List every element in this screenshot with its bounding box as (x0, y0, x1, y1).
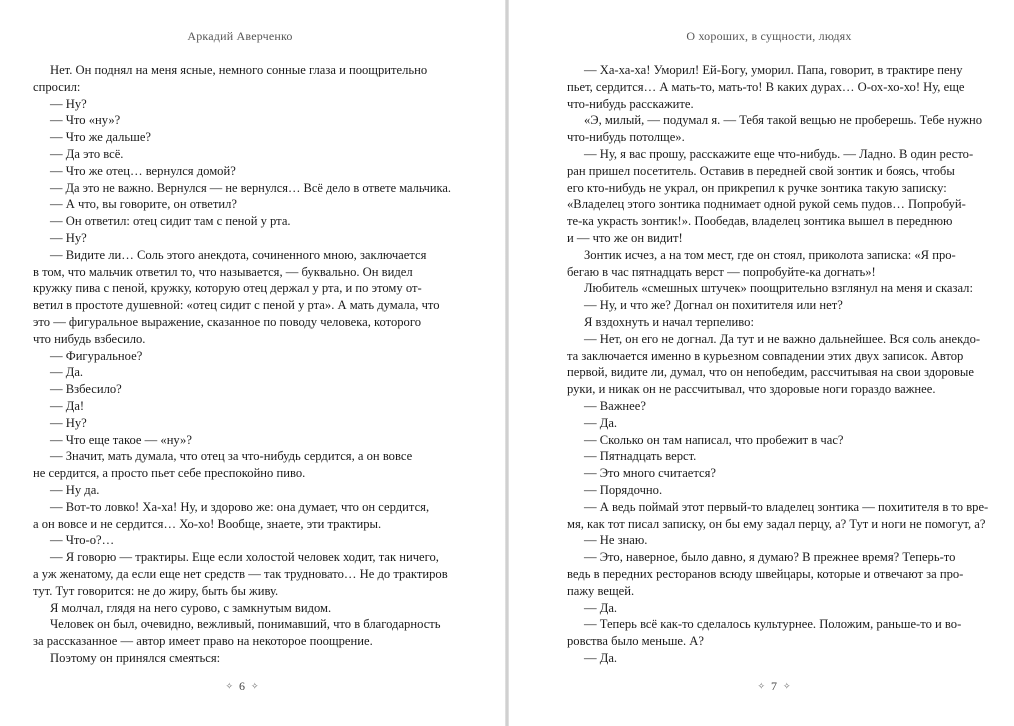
text-line: те-ка украсть зонтик!». Пообедав, владелец зонтика вышел в переднюю (567, 214, 953, 229)
text-line: первой, видите ли, думал, что он непобедим, рассчитывая на свои здоровые (567, 365, 974, 380)
text-line: — А ведь поймай этот первый-то владелец зонтика — похитителя в то вре- (584, 499, 989, 514)
text-line: — Фигуральное? (50, 348, 143, 363)
text-line: «Владелец этого зонтика поднимает одной рукой семь пудов… Попробуй- (567, 197, 966, 212)
text-line: — Ну, я вас прошу, расскажите еще что-нибудь. — Ладно. В один ресто- (584, 146, 974, 161)
text-line: — Это много считается? (584, 466, 717, 481)
text-line: что-нибудь потолще». (567, 130, 685, 145)
text-line: бегаю в час пятнадцать верст — попробуйте-ка догнать»! (567, 264, 876, 279)
ornament-diamond-icon: ✧ (783, 681, 791, 691)
text-line: Я молчал, глядя на него сурово, с замкнутым видом. (50, 600, 332, 615)
text-line: — Что же дальше? (50, 130, 151, 145)
text-line: — Теперь всё как-то сделалось культурнее. Положим, раньше-то и во- (584, 617, 962, 632)
text-line: — Да! (50, 398, 85, 413)
text-line: что-нибудь расскажите. (567, 96, 694, 111)
right-page (509, 0, 1014, 726)
text-line: это — фигуральное выражение, сказанное по поводу человека, которого (33, 314, 422, 329)
text-line: его кто-нибудь не украл, он прикрепил к ручке зонтика такую записку: (567, 180, 947, 195)
text-line: Нет. Он поднял на меня ясные, немного сонные глаза и поощрительно (50, 63, 428, 77)
text-line: — Это, наверное, было давно, я думаю? В прежнее время? Теперь-то (584, 550, 956, 565)
text-line: — Сколько он там написал, что пробежит в час? (584, 432, 844, 447)
text-line: ведь в передних ресторанов всюду швейцары, которые и отвечают за про- (567, 566, 964, 581)
text-line: Человек он был, очевидно, вежливый, понимавший, что в благодарность (50, 617, 441, 632)
text-line: — Да это всё. (50, 146, 124, 161)
page-number-right (509, 679, 1014, 694)
text-line: — Да. (50, 365, 84, 380)
text-line: Зонтик исчез, а на том мест, где он стоял, приколота записка: «Я про- (584, 247, 956, 262)
text-line: — Видите ли… Соль этого анекдота, сочиненного мною, заключается (50, 247, 427, 262)
page-number-left (0, 679, 484, 694)
text-line: пьет, сердится… А мать-то, мать-то! В каких дурах… О-ох-хо-хо! Ну, еще (567, 79, 965, 94)
text-line: в том, что мальчик ответил то, что называется, — буквально. Он видел (33, 264, 413, 279)
text-line: а уж женатому, да если еще нет средств — так трудновато… Не до трактиров (33, 566, 448, 581)
text-line: — Что «ну»? (50, 113, 121, 128)
ornament-diamond-icon: ✧ (757, 681, 765, 691)
text-line: та заключается именно в курьезном совпадении этих двух записок. Автор (567, 348, 964, 363)
text-line: — Что еще такое — «ну»? (50, 432, 192, 447)
text-line: — Не знаю. (584, 533, 648, 548)
text-line: Поэтому он принялся смеяться: (50, 650, 221, 665)
text-line: — Взбесило? (50, 382, 122, 397)
text-line: — Ну? (50, 96, 87, 111)
right-page-text (567, 62, 987, 667)
text-line: — Да. (584, 415, 618, 430)
text-line: — Ну да. (50, 482, 100, 497)
text-line: — Да это не важно. Вернулся — не вернулся… Всё дело в ответе мальчика. (50, 180, 452, 195)
text-line: руки, и никак он не рассчитывал, что здоровые ноги гораздо важнее. (567, 382, 936, 397)
text-line: кружку пива с пеной, кружку, которую отец держал у рта, и по этому от- (33, 281, 422, 296)
text-line: мя, как тот писал записку, он бы ему задал перцу, а? Тут и ноги не помогут, а? (567, 516, 986, 531)
text-line: — Ну, и что же? Догнал он похитителя или нет? (584, 298, 843, 313)
text-line: «Э, милый, — подумал я. — Тебя такой вещью не проберешь. Тебе нужно (584, 113, 983, 128)
text-line: за рассказанное — автор имеет право на некоторое поощрение. (33, 634, 373, 649)
text-line: — Ну? (50, 415, 87, 430)
text-line: — Что же отец… вернулся домой? (50, 163, 236, 178)
folio-number: 7 (771, 679, 777, 693)
folio-number: 6 (239, 679, 245, 693)
text-line: — Да. (584, 650, 618, 665)
ornament-diamond-icon: ✧ (225, 681, 233, 691)
running-head-author: Аркадий Аверченко (187, 29, 293, 43)
text-line: — Вот-то ловко! Ха-ха! Ну, и здорово же: она думает, что он сердится, (50, 499, 430, 514)
text-line: — Что-о?… (50, 533, 115, 548)
text-line: — Ну? (50, 230, 87, 245)
text-line: спросил: (33, 79, 81, 94)
text-line: — А что, вы говорите, он ответил? (50, 197, 237, 212)
ornament-diamond-icon: ✧ (251, 681, 259, 691)
text-line: — Да. (584, 600, 618, 615)
text-line: — Он ответил: отец сидит там с пеной у рта. (50, 214, 291, 229)
text-line: — Значит, мать думала, что отец за что-нибудь сердится, а он вовсе (50, 449, 413, 464)
text-line: — Порядочно. (584, 482, 663, 497)
text-line: Любитель «смешных штучек» поощрительно взглянул на меня и сказал: (584, 281, 973, 296)
text-line: — Я говорю — трактиры. Еще если холостой человек ходит, так ничего, (50, 550, 439, 565)
text-line: — Важнее? (584, 398, 646, 413)
text-line: а он вовсе и не сердится… Хо-хо! Вообще, знаете, эти трактиры. (33, 516, 382, 531)
text-line: и — что же он видит! (567, 230, 683, 245)
text-line: — Пятнадцать верст. (584, 449, 697, 464)
text-line: ровства было меньше. А? (567, 634, 704, 649)
text-line: — Нет, он его не догнал. Да тут и не важно дальнейшее. Вся соль анекдо- (584, 331, 981, 346)
text-line: — Ха-ха-ха! Уморил! Ей-Богу, уморил. Папа, говорит, в трактире пену (584, 63, 963, 77)
text-line: ран пришел посетитель. Оставив в передней свой зонтик и боясь, чтобы (567, 163, 955, 178)
text-line: что нибудь взбесило. (33, 331, 146, 346)
left-page (0, 0, 505, 726)
text-line: ветил в простоте душевной: «отец сидит с пеной у рта». А мать думала, что (33, 298, 440, 313)
text-line: тут. Тут говорится: не до жиру, быть бы живу. (33, 583, 279, 598)
left-page-text (33, 62, 451, 667)
text-line: пажу вещей. (567, 583, 635, 598)
text-line: не сердится, а просто пьет себе преспокойно пиво. (33, 466, 306, 481)
text-line: Я вздохнуть и начал терпеливо: (584, 314, 754, 329)
running-head-title: О хороших, в сущности, людях (686, 29, 852, 43)
